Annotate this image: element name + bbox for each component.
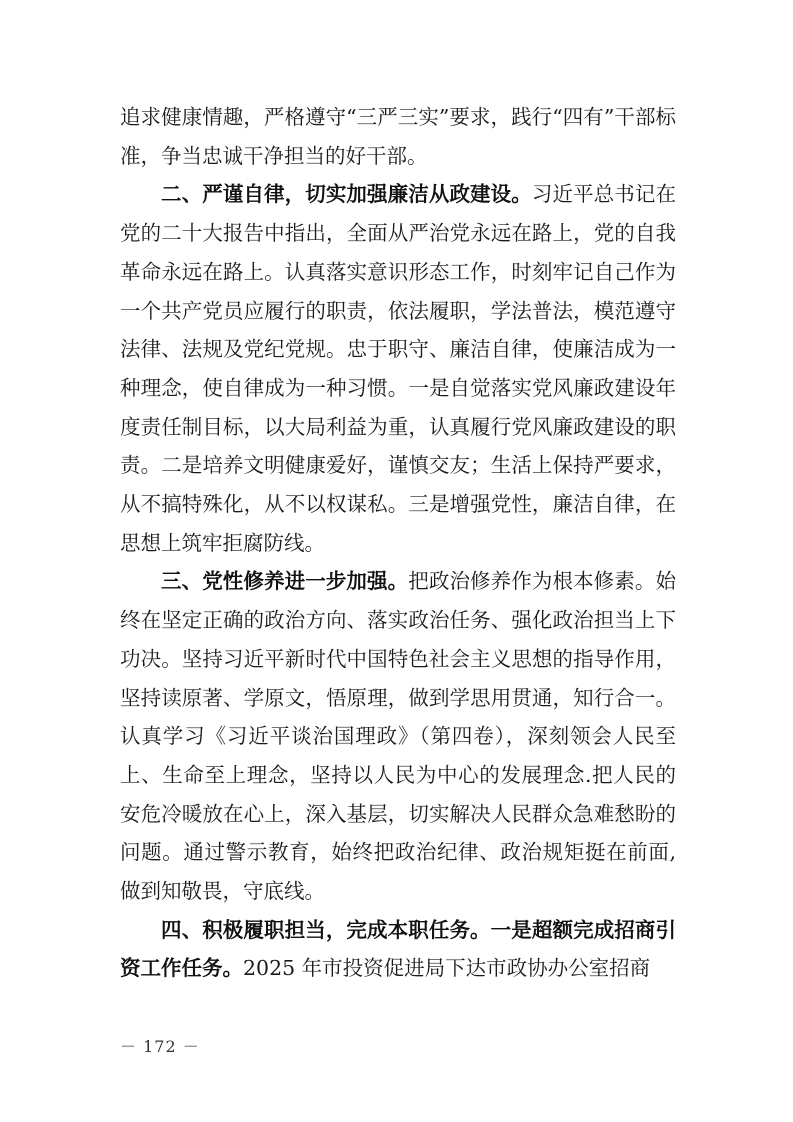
paragraph-section-2 bbox=[120, 175, 676, 562]
paragraph-section-3 bbox=[120, 562, 676, 910]
paragraph-text: 追求健康情趣，严格遵守“三严三实”要求，践行“四有”干部标准，争当忠诚干净担当的好干部。 bbox=[120, 105, 676, 168]
document-body bbox=[120, 98, 676, 988]
section-heading-3: 三、党性修养进一步加强。 bbox=[161, 569, 409, 594]
paragraph-section-4 bbox=[120, 911, 676, 988]
paragraph-text: 把政治修养作为根本修素。始终在坚定正确的政治方向、落实政治任务、强化政治担当上下功决。坚持习近平新时代中国特色社会主义思想的指导作用，坚持读原著、学原文，悟原理，做到学思用贯通，知行合一。认真学习《习近平谈治国理政》（第四卷），深刻领会人民至上、生命至上理念，坚持以人民为中心的发展理念.把人民的安危冷暖放在心上，深入基层，切实解决人民群众急难愁盼的问题。通过警示教育，始终把政治纪律、政治规矩挺在前面,做到知敬畏，守底线。 bbox=[120, 569, 676, 904]
page-number: － 172 － bbox=[120, 1037, 200, 1056]
paragraph-continuation bbox=[120, 98, 676, 175]
paragraph-text: 习近平总书记在党的二十大报告中指出，全面从严治党永远在路上，党的自我革命永远在路上。认真落实意识形态工作，时刻牢记自己作为一个共产党员应履行的职责，依法履职，学法普法，模范遵守法律、法规及党纪党规。忠于职守、廉洁自律，使廉洁成为一种理念，使自律成为一种习惯。一是自觉落实党风廉政建设年度责任制目标，以大局利益为重，认真履行党风廉政建设的职责。二是培养文明健康爱好，谨慎交友；生活上保持严要求，从不搞特殊化，从不以权谋私。三是增强党性，廉洁自律，在思想上筑牢拒腐防线。 bbox=[120, 182, 676, 555]
emphasis-text: 一是超额完成招商引资工作任务。 bbox=[120, 917, 677, 981]
paragraph-text: 2025 年市投资促进局下达市政协办公室招商 bbox=[243, 956, 651, 981]
section-heading-4: 四、积极履职担当，完成本职任务。 bbox=[161, 917, 491, 942]
section-heading-2: 二、严谨自律，切实加强廉洁从政建设。 bbox=[161, 182, 532, 207]
